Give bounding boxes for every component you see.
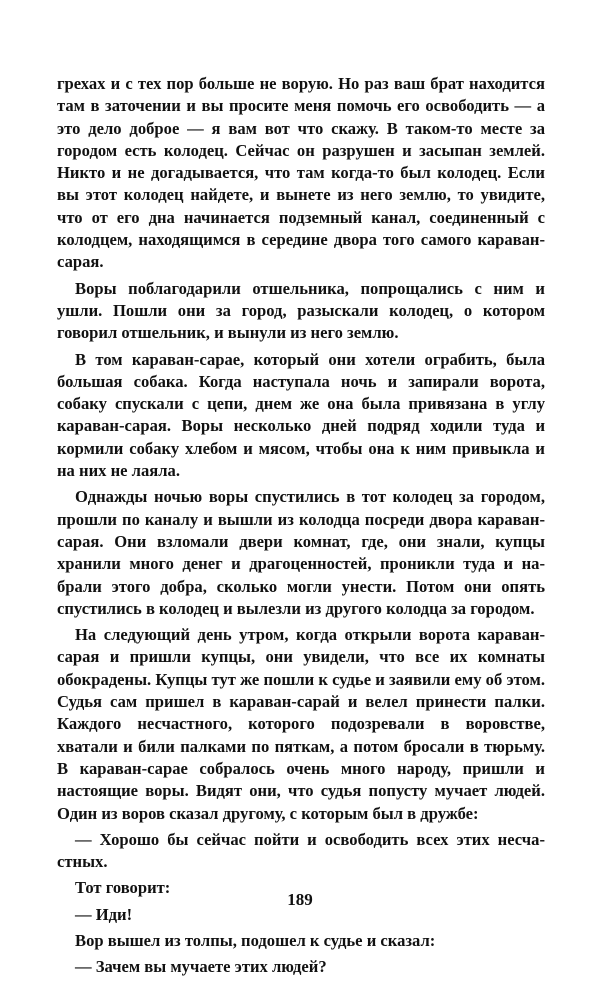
- paragraph-4: Однажды ночью воры спустились в тот колодец за городом, прошли по каналу и вышли из колодца посреди двора караван-сарая. Они взломали двери комнат, где, они знали, купцы хранили много денег и драгоценностей, проникли туда и набрали этого добра, сколько могли унести. Потом они опять спустились в колодец и вылезли из другого колодца за городом.: [57, 487, 545, 618]
- page-text-block: [57, 73, 545, 983]
- paragraph-10: — Зачем вы мучаете этих людей?: [75, 957, 327, 977]
- paragraph-8: — Иди!: [75, 904, 133, 924]
- page-number: 189: [287, 890, 313, 909]
- paragraph-6: — Хорошо бы сейчас пойти и освободить всех этих несчастных.: [57, 829, 545, 872]
- paragraph-2: Воры поблагодарили отшельника, попрощались с ним и ушли. Пошли они за город, разыскали колодец, о котором говорил отшельник, и вынули из него землю.: [57, 278, 545, 343]
- paragraph-9: Вор вышел из толпы, подошел к судье и сказал:: [75, 930, 436, 950]
- paragraph-3: В том караван-сарае, который они хотели ограбить, была большая собака. Когда наступала ночь и запирали ворота, собаку спускали с цепи, днем же она была привязана в углу караван-сарая. Воры несколько дней подряд ходили туда и кормили собаку хлебом и мясом, чтобы она к ним привыкла и на них не лаяла.: [57, 349, 545, 481]
- paragraph-7: Тот говорит:: [75, 878, 171, 898]
- paragraph-5: На следующий день утром, когда открыли ворота каравансарая и пришли купцы, они увидели, что все их комнаты обокрадены. Купцы тут же пошли к судье и заявили ему об этом. Судья сам пришел в караван-сарай и велел принести палки. Каждого несчастного, которого подозревали в воровстве, хватали и били палками по пяткам, а потом бросали в тюрьму. В караван-сарае собралось очень много народу, пришли и настоящие воры. Видят они, что судья попусту мучает людей. Один из воров сказал другому, с которым был в дружбе:: [57, 625, 545, 823]
- paragraph-1: грехах и с тех пор больше не ворую. Но раз ваш брат находится там в заточении и вы просите меня помочь его освободить — а это дело доброе — я вам вот что скажу. В таком-то месте за городом есть колодец. Сейчас он разрушен и засыпан землей. Никто и не догадывается, что там когда-то был колодец. Если вы этот колодец найдете, и вынете из него землю, то увидите, что от его дна начинается подземный канал, соединенный с колодцем, находящимся в середине двора того самого караван-сарая.: [57, 74, 545, 272]
